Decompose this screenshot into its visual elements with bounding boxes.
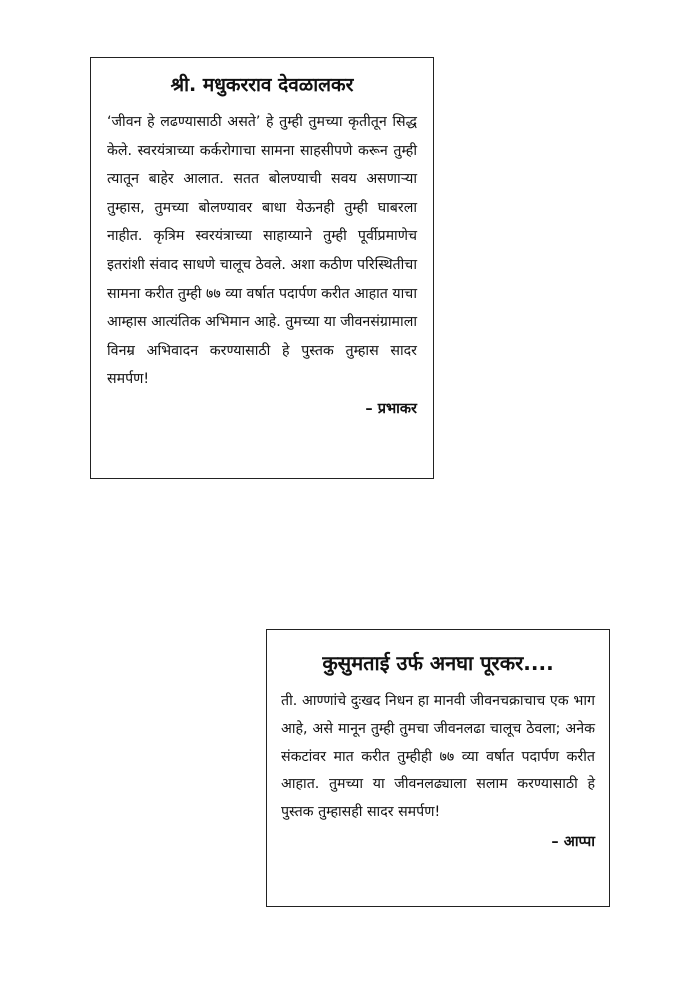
dedication-1-signature: – प्रभाकर	[365, 400, 417, 417]
dedication-2-title: कुसुमताई उर्फ अनघा पूरकर....	[322, 651, 554, 675]
dedication-box-1	[90, 57, 434, 479]
dedication-2-body: ती. आण्णांचे दुःखद निधन हा मानवी जीवनचक्राचाच एक भाग आहे, असे मानून तुम्ही तुमचा जीवनलढा चालूच ठेवला; अनेक संकटांवर मात करीत तुम्हीही ७७ व्या वर्षात पदार्पण करीत आहात. तुमच्या या जीवनलढ्याला सलाम करण्यासाठी हे पुस्तक तुम्हासही सादर समर्पण!	[281, 693, 595, 821]
dedication-1-title: श्री. मधुकरराव देवळालकर	[170, 74, 354, 96]
dedication-box-2	[266, 629, 610, 907]
dedication-1-body: ‘जीवन हे लढण्यासाठी असते’ हे तुम्ही तुमच्या कृतीतून सिद्ध केले. स्वरयंत्राच्या कर्करोगाचा सामना साहसीपणे करून तुम्ही त्यातून बाहेर आलात. सतत बोलण्याची सवय असणाऱ्या तुम्हास, तुमच्या बोलण्यावर बाधा येऊनही तुम्ही घाबरला नाहीत. कृत्रिम स्वरयंत्राच्या साहाय्याने तुम्ही पूर्वीप्रमाणेच इतरांशी संवाद साधणे चालूच ठेवले. अशा कठीण परिस्थितीचा सामना करीत तुम्ही ७७ व्या वर्षात पदार्पण करीत आहात याचा आम्हास आत्यंतिक अभिमान आहे. तुमच्या या जीवनसंग्रामाला विनम्र अभिवादन करण्यासाठी हे पुस्तक तुम्हास सादर समर्पण!	[107, 114, 417, 388]
dedication-2-signature: – आप्पा	[551, 833, 595, 850]
